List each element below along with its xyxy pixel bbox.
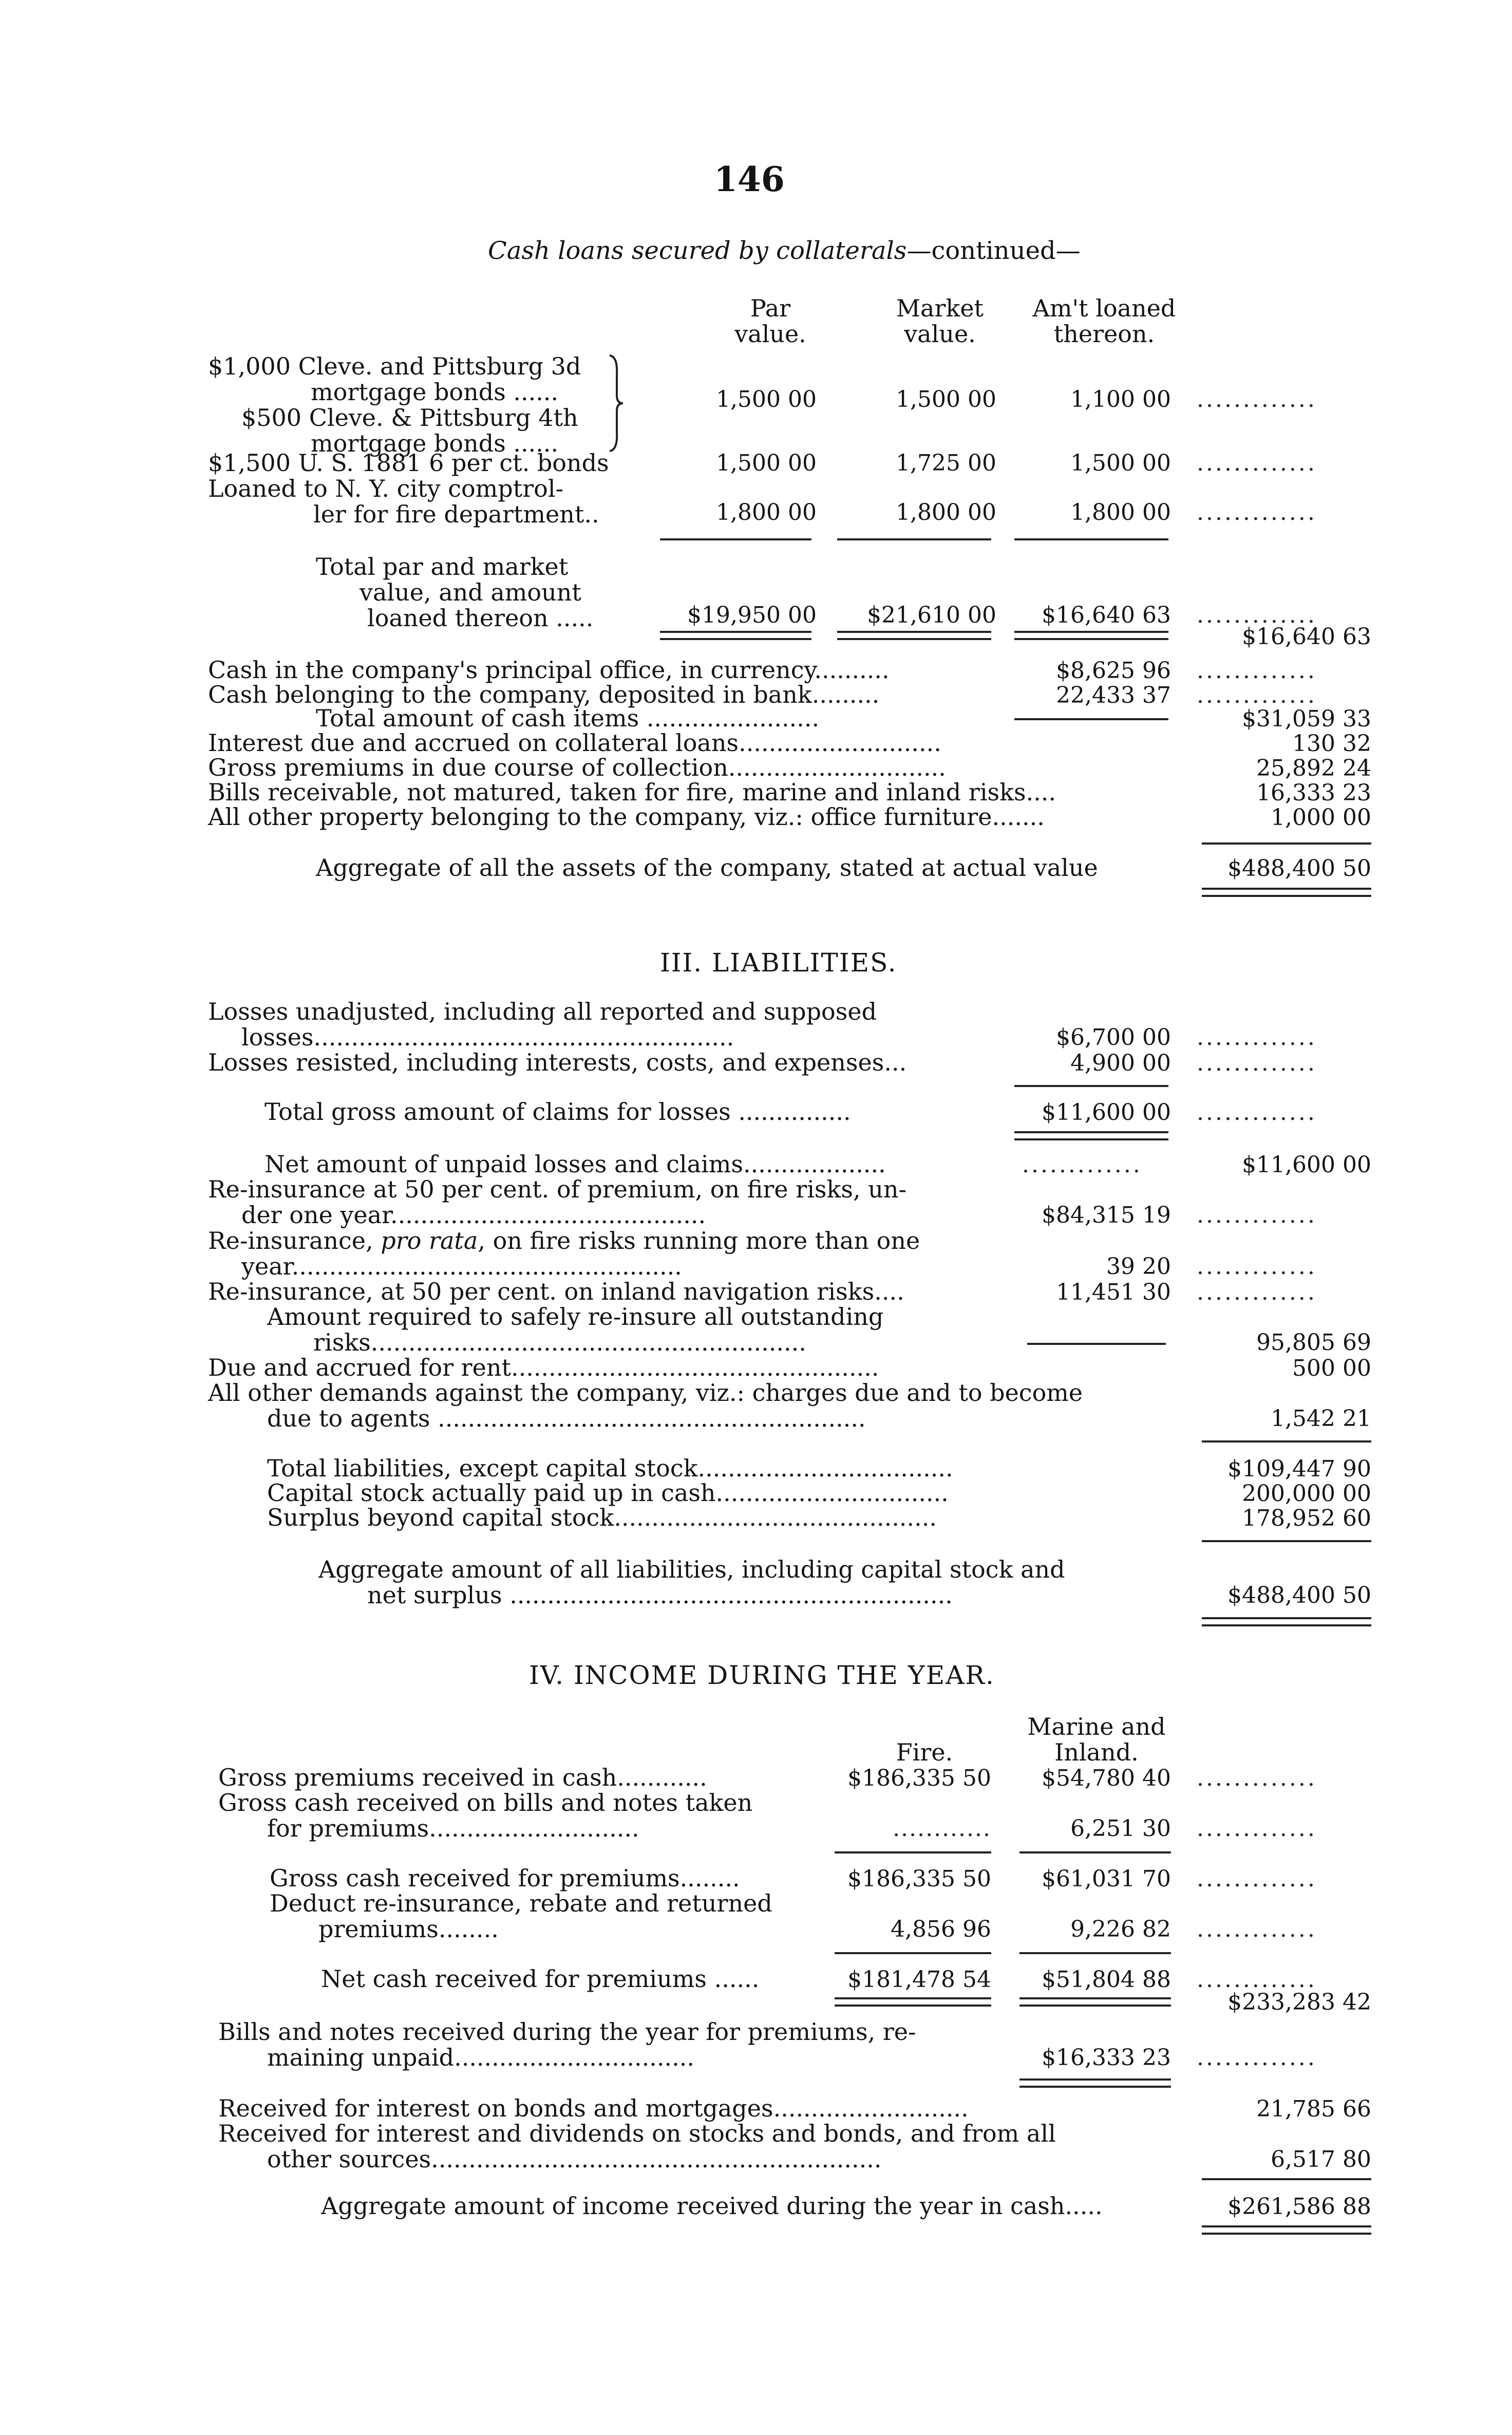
deduct-reinsurance-fire: 4,856 96 bbox=[891, 1916, 991, 1942]
aggregate-income-value: $261,586 88 bbox=[1227, 2194, 1371, 2220]
page-number: 146 bbox=[714, 159, 785, 199]
double-rule bbox=[1202, 1617, 1371, 1626]
total-except-capital-value: $109,447 90 bbox=[1227, 1456, 1371, 1482]
asset-premiums-value: 25,892 24 bbox=[1256, 755, 1371, 781]
reinsurance-pro-rata-label: Re-insurance, pro rata, on fire risks running more than one year.................................................... bbox=[208, 1227, 920, 1280]
collateral-row-3-label: Loaned to N. Y. city comptrol- ler for fire department.. bbox=[208, 475, 599, 528]
leader-dots: ............. bbox=[1197, 499, 1317, 526]
reinsurance-50-label: Re-insurance at 50 per cent. of premium, on fire risks, un- der one year.......................................... bbox=[208, 1175, 907, 1229]
asset-cash-bank-label: Cash belonging to the company, deposited in bank......... bbox=[208, 681, 880, 708]
rule bbox=[1014, 538, 1168, 540]
interest-bonds-value: 21,785 66 bbox=[1256, 2096, 1371, 2122]
net-cash-label: Net cash received for premiums ...... bbox=[321, 1965, 760, 1993]
rule bbox=[660, 538, 811, 540]
net-unpaid-label: Net amount of unpaid losses and claims................... bbox=[264, 1150, 886, 1178]
income-title: IV. INCOME DURING THE YEAR. bbox=[529, 1660, 995, 1690]
leader-dots: ............. bbox=[1197, 1050, 1317, 1076]
collateral-row-1-market: 1,500 00 bbox=[896, 386, 996, 413]
gross-cash-label: Gross cash received for premiums........ bbox=[270, 1864, 740, 1892]
gross-cash-fire: $186,335 50 bbox=[847, 1866, 991, 1892]
double-rule bbox=[837, 631, 991, 640]
col-header-market: Market value. bbox=[896, 294, 984, 348]
amount-reinsure-value: 95,805 69 bbox=[1256, 1329, 1371, 1356]
rule bbox=[1014, 1085, 1168, 1087]
asset-cash-bank-value: 22,433 37 bbox=[1056, 682, 1171, 708]
rule bbox=[837, 538, 991, 540]
leader-dots: ............. bbox=[1197, 658, 1317, 684]
total-collateral-label: Total par and market value, and amount loaned thereon ..... bbox=[316, 553, 594, 632]
section-heading bbox=[488, 236, 1081, 265]
bills-notes-label: Gross cash received on bills and notes taken for premiums............................ bbox=[218, 1789, 753, 1842]
heading-italic: Cash loans secured by collaterals bbox=[488, 236, 907, 265]
rule bbox=[835, 1851, 991, 1853]
aggregate-liabilities-label: Aggregate amount of all liabilities, including capital stock and net surplus ........................................................... bbox=[318, 1556, 1065, 1609]
asset-bills-label: Bills receivable, not matured, taken for fire, marine and inland risks.... bbox=[208, 778, 1056, 806]
capital-stock-value: 200,000 00 bbox=[1242, 1481, 1371, 1507]
reinsurance-50-value: $84,315 19 bbox=[1042, 1202, 1171, 1228]
leader-dots: ............. bbox=[1197, 1966, 1317, 1993]
total-claims-label: Total gross amount of claims for losses ............... bbox=[264, 1098, 851, 1126]
bills-notes-marine: 6,251 30 bbox=[1070, 1815, 1171, 1842]
leader-dots: ............. bbox=[1197, 1765, 1317, 1791]
asset-interest-label: Interest due and accrued on collateral loans........................... bbox=[208, 729, 941, 757]
col-header-loaned: Am't loaned thereon. bbox=[1032, 294, 1176, 348]
double-rule bbox=[660, 631, 811, 640]
leader-dots: ............. bbox=[1022, 1152, 1142, 1178]
col-header-par: Par value. bbox=[734, 294, 806, 348]
rule bbox=[1202, 2178, 1371, 2180]
asset-cash-office-value: $8,625 96 bbox=[1056, 658, 1171, 684]
total-collateral-market: $21,610 00 bbox=[867, 602, 996, 628]
net-cash-total: $233,283 42 bbox=[1227, 1989, 1371, 2015]
deduct-reinsurance-label: Deduct re-insurance, rebate and returned premiums........ bbox=[270, 1889, 772, 1943]
interest-dividends-value: 6,517 80 bbox=[1271, 2146, 1371, 2172]
interest-bonds-label: Received for interest on bonds and mortgages.......................... bbox=[218, 2094, 969, 2122]
rule bbox=[1014, 718, 1168, 720]
losses-unadjusted-label: Losses unadjusted, including all reported and supposed losses........................................................ bbox=[208, 998, 877, 1051]
heading-suffix: —continued— bbox=[906, 236, 1081, 265]
net-unpaid-value: $11,600 00 bbox=[1242, 1152, 1371, 1178]
reinsurance-inland-value: 11,451 30 bbox=[1056, 1279, 1171, 1305]
rule bbox=[835, 1952, 991, 1954]
double-rule bbox=[1014, 1131, 1168, 1140]
total-collateral-extended: $16,640 63 bbox=[1242, 624, 1371, 650]
net-cash-marine: $51,804 88 bbox=[1042, 1966, 1171, 1993]
brace-icon bbox=[609, 354, 624, 452]
leader-dots: ............. bbox=[1197, 2045, 1317, 2071]
rent-label: Due and accrued for rent................................................. bbox=[208, 1354, 879, 1381]
double-rule bbox=[1014, 631, 1168, 640]
asset-premiums-label: Gross premiums in due course of collection............................. bbox=[208, 754, 946, 781]
gross-premiums-label: Gross premiums received in cash............ bbox=[218, 1764, 707, 1791]
double-rule bbox=[1202, 888, 1371, 897]
asset-other-label: All other property belonging to the company, viz.: office furniture....... bbox=[208, 803, 1045, 831]
collateral-row-2-market: 1,725 00 bbox=[896, 450, 996, 476]
losses-resisted-value: 4,900 00 bbox=[1070, 1050, 1171, 1076]
double-rule bbox=[1019, 1997, 1171, 2007]
collateral-row-2-par: 1,500 00 bbox=[716, 450, 817, 476]
col-header-marine: Marine and Inland. bbox=[1027, 1713, 1166, 1766]
bills-notes-fire: ............ bbox=[893, 1815, 991, 1842]
asset-interest-value: 130 32 bbox=[1292, 730, 1371, 757]
collateral-row-3-loaned: 1,800 00 bbox=[1070, 499, 1171, 526]
leader-dots: ............. bbox=[1197, 386, 1317, 413]
rule bbox=[1019, 1952, 1171, 1954]
leader-dots: ............. bbox=[1197, 1024, 1317, 1051]
asset-total-cash-value: $31,059 33 bbox=[1242, 706, 1371, 732]
rule bbox=[1027, 1343, 1166, 1345]
leader-dots: ............. bbox=[1197, 682, 1317, 708]
rule bbox=[1202, 1540, 1371, 1542]
collateral-row-3-par: 1,800 00 bbox=[716, 499, 817, 526]
rent-value: 500 00 bbox=[1292, 1355, 1371, 1381]
leader-dots: ............. bbox=[1197, 1279, 1317, 1305]
rule bbox=[1019, 1851, 1171, 1853]
asset-total-cash-label: Total amount of cash items ....................... bbox=[316, 704, 820, 732]
other-demands-label: All other demands against the company, viz.: charges due and to become due to agents ......................................................... bbox=[208, 1379, 1083, 1432]
leader-dots: ............. bbox=[1197, 1916, 1317, 1942]
asset-other-value: 1,000 00 bbox=[1271, 804, 1371, 831]
collateral-row-1-loaned: 1,100 00 bbox=[1070, 386, 1171, 413]
reinsurance-pro-rata-value: 39 20 bbox=[1106, 1253, 1171, 1280]
bills-received-label: Bills and notes received during the year for premiums, re- maining unpaid................................ bbox=[218, 2018, 916, 2071]
leader-dots: ............. bbox=[1197, 1866, 1317, 1892]
asset-bills-value: 16,333 23 bbox=[1256, 780, 1371, 806]
double-rule bbox=[1019, 2078, 1171, 2088]
gross-cash-marine: $61,031 70 bbox=[1042, 1866, 1171, 1892]
net-cash-fire: $181,478 54 bbox=[847, 1966, 991, 1993]
leader-dots: ............. bbox=[1197, 602, 1317, 628]
liabilities-title: III. LIABILITIES. bbox=[660, 948, 897, 978]
aggregate-assets-value: $488,400 50 bbox=[1227, 855, 1371, 882]
gross-premiums-fire: $186,335 50 bbox=[847, 1765, 991, 1791]
leader-dots: ............. bbox=[1197, 1815, 1317, 1842]
amount-reinsure-label: Amount required to safely re-insure all outstanding risks.......................................................... bbox=[267, 1303, 884, 1356]
other-demands-value: 1,542 21 bbox=[1271, 1406, 1371, 1432]
leader-dots: ............. bbox=[1197, 450, 1317, 476]
collateral-row-2-label: $1,500 U. S. 1881 6 per ct. bonds bbox=[208, 449, 609, 477]
reinsurance-inland-label: Re-insurance, at 50 per cent. on inland navigation risks.... bbox=[208, 1278, 904, 1305]
asset-cash-office-label: Cash in the company's principal office, in currency.......... bbox=[208, 656, 890, 684]
surplus-label: Surplus beyond capital stock........................................... bbox=[267, 1504, 937, 1531]
total-claims-value: $11,600 00 bbox=[1042, 1099, 1171, 1126]
rule bbox=[1202, 842, 1371, 845]
leader-dots: ............. bbox=[1197, 1099, 1317, 1126]
leader-dots: ............. bbox=[1197, 1253, 1317, 1280]
total-collateral-par: $19,950 00 bbox=[687, 602, 817, 628]
losses-resisted-label: Losses resisted, including interests, costs, and expenses... bbox=[208, 1048, 907, 1076]
double-rule bbox=[835, 1997, 991, 2007]
collateral-row-3-market: 1,800 00 bbox=[896, 499, 996, 526]
leader-dots: ............. bbox=[1197, 1202, 1317, 1228]
gross-premiums-marine: $54,780 40 bbox=[1042, 1765, 1171, 1791]
aggregate-assets-label: Aggregate of all the assets of the company, stated at actual value bbox=[316, 854, 1098, 882]
collateral-row-2-loaned: 1,500 00 bbox=[1070, 450, 1171, 476]
collateral-row-1-par: 1,500 00 bbox=[716, 386, 817, 413]
rule bbox=[1202, 1440, 1371, 1443]
bills-received-marine: $16,333 23 bbox=[1042, 2045, 1171, 2071]
capital-stock-label: Capital stock actually paid up in cash............................... bbox=[267, 1479, 949, 1507]
surplus-value: 178,952 60 bbox=[1242, 1505, 1371, 1531]
aggregate-income-label: Aggregate amount of income received during the year in cash..... bbox=[321, 2192, 1103, 2220]
double-rule bbox=[1202, 2225, 1371, 2235]
col-header-fire: Fire. bbox=[896, 1738, 953, 1766]
deduct-reinsurance-marine: 9,226 82 bbox=[1070, 1916, 1171, 1942]
losses-unadjusted-value: $6,700 00 bbox=[1056, 1024, 1171, 1051]
interest-dividends-label: Received for interest and dividends on stocks and bonds, and from all other sources............................................................ bbox=[218, 2120, 1056, 2173]
total-collateral-loaned: $16,640 63 bbox=[1042, 602, 1171, 628]
total-except-capital-label: Total liabilities, except capital stock.................................. bbox=[267, 1454, 953, 1482]
collateral-row-1-label: $1,000 Cleve. and Pittsburg 3d mortgage bonds ...... $500 Cleve. & Pittsburg 4th mortgage bonds ...... bbox=[208, 352, 581, 457]
aggregate-liabilities-value: $488,400 50 bbox=[1227, 1582, 1371, 1608]
